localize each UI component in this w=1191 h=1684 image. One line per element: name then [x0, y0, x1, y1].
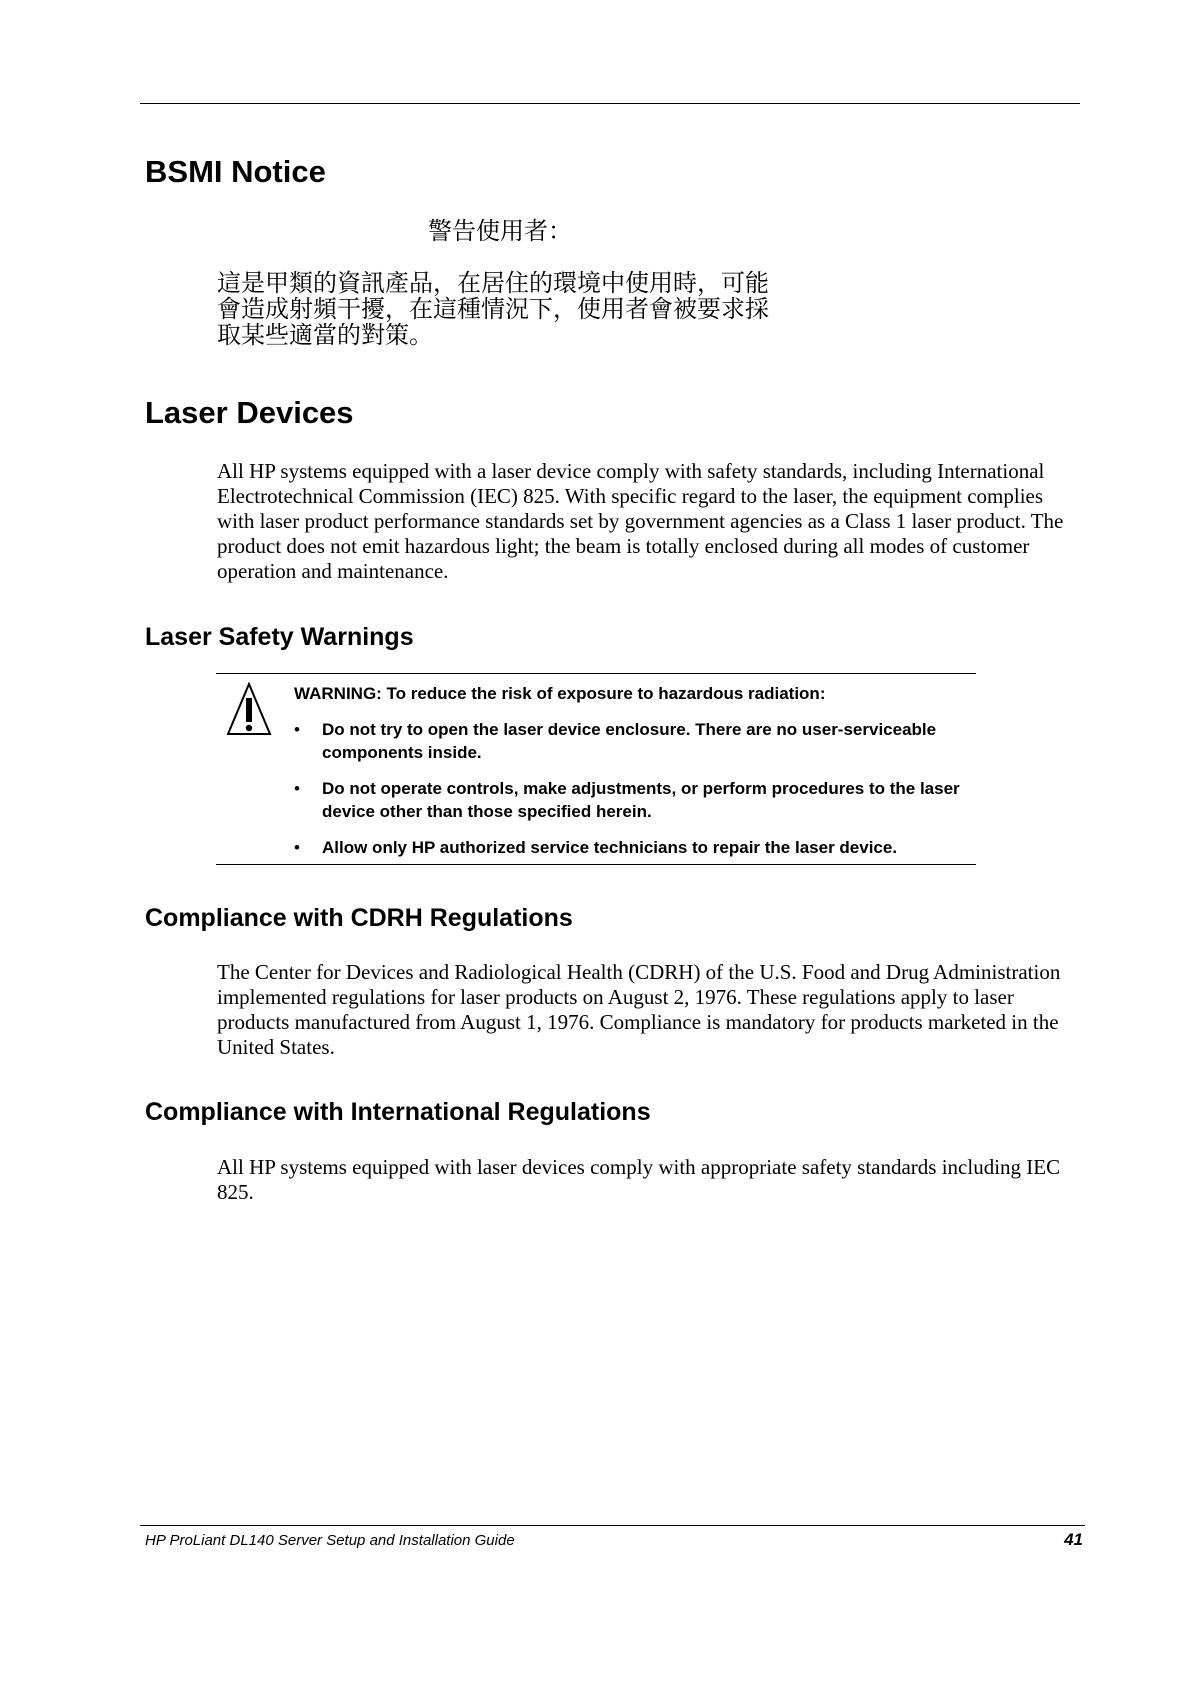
bullet: • [294, 838, 300, 857]
warning-item-text: Do not try to open the laser device enclosure. There are no user-serviceable components inside. [322, 720, 937, 762]
warning-title: WARNING: To reduce the risk of exposure to hazardous radiation: [294, 684, 826, 703]
footer-rule [140, 1525, 1085, 1526]
warning-box [216, 673, 976, 865]
warning-item [294, 836, 974, 859]
bsmi-warning-text: 這是甲類的資訊產品，在居住的環境中使用時，可能會造成射頻干擾，在這種情況下，使用者會被要求採取某些適當的對策。 [217, 269, 769, 349]
header-rule [140, 103, 1080, 104]
laser-devices-paragraph: All HP systems equipped with a laser device comply with safety standards, including International Electrotechnical Commission (IEC) 825. With specific regard to the laser, the equipment complies with laser product performance standards set by government agencies as a Class 1 laser product. The product does not emit hazardous light; the beam is totally enclosed during all modes of customer operation and maintenance. [217, 459, 1064, 583]
warning-item-text: Allow only HP authorized service technicians to repair the laser device. [322, 838, 898, 857]
bsmi-warning-heading: 警告使用者： [428, 217, 572, 245]
cdrh-heading: Compliance with CDRH Regulations [145, 904, 573, 932]
footer-doc-title: HP ProLiant DL140 Server Setup and Installation Guide [145, 1532, 515, 1549]
warning-item [294, 718, 974, 764]
laser-devices-heading: Laser Devices [145, 395, 354, 430]
international-heading: Compliance with International Regulations [145, 1098, 651, 1126]
warning-triangle-icon [226, 682, 272, 738]
laser-safety-heading: Laser Safety Warnings [145, 623, 414, 651]
warning-item [294, 777, 974, 823]
bullet: • [294, 720, 300, 739]
international-paragraph: All HP systems equipped with laser devices comply with appropriate safety standards including IEC 825. [217, 1155, 1061, 1204]
warning-list [294, 718, 974, 872]
page-number: 41 [1064, 1530, 1083, 1549]
cdrh-paragraph: The Center for Devices and Radiological Health (CDRH) of the U.S. Food and Drug Administration implemented regulations for laser products on August 2, 1976. These regulations apply to laser products manufactured from August 1, 1976. Compliance is mandatory for products marketed in the United States. [217, 960, 1061, 1059]
bsmi-notice-heading: BSMI Notice [145, 154, 326, 189]
bullet: • [294, 779, 300, 798]
warning-item-text: Do not operate controls, make adjustments, or perform procedures to the laser device other than those specified herein. [322, 779, 960, 821]
